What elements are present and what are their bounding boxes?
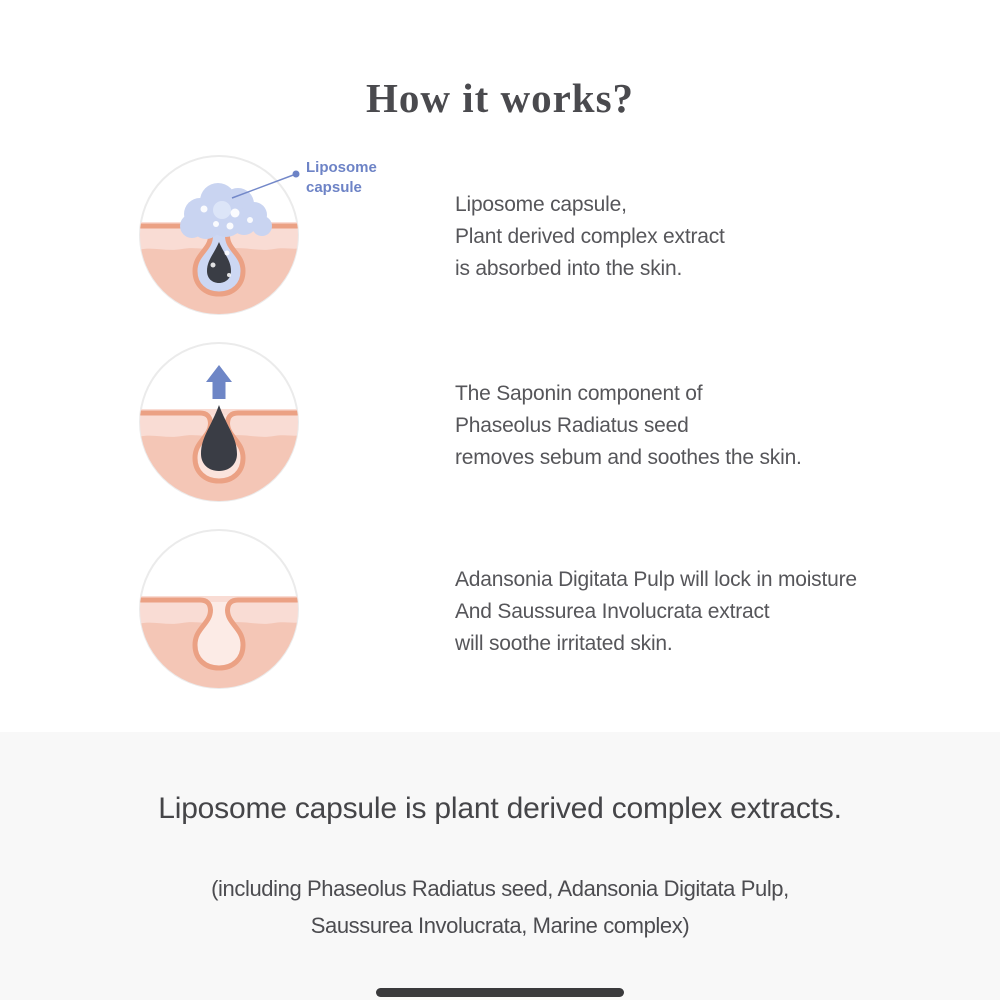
step-3-description: Adansonia Digitata Pulp will lock in moisture And Saussurea Involucrata extract will soothe irritated skin.	[455, 568, 857, 655]
summary-panel	[0, 732, 1000, 1000]
page-title: How it works?	[365, 75, 635, 121]
summary-subtext: (including Phaseolus Radiatus seed, Adansonia Digitata Pulp, Saussurea Involucrata, Marine complex)	[211, 876, 789, 938]
liposome-capsule-label: Liposome capsule	[306, 159, 377, 196]
pore-absorb-illustration	[138, 153, 438, 319]
step-2-description: The Saponin component of Phaseolus Radiatus seed removes sebum and soothes the skin.	[455, 382, 802, 469]
home-indicator-bar	[376, 988, 624, 997]
summary-heading: Liposome capsule is plant derived complex extracts.	[158, 792, 842, 825]
sebum-removal-illustration	[138, 341, 300, 505]
clean-pore-illustration	[138, 528, 300, 692]
step-1-description: Liposome capsule, Plant derived complex extract is absorbed into the skin.	[455, 193, 725, 280]
